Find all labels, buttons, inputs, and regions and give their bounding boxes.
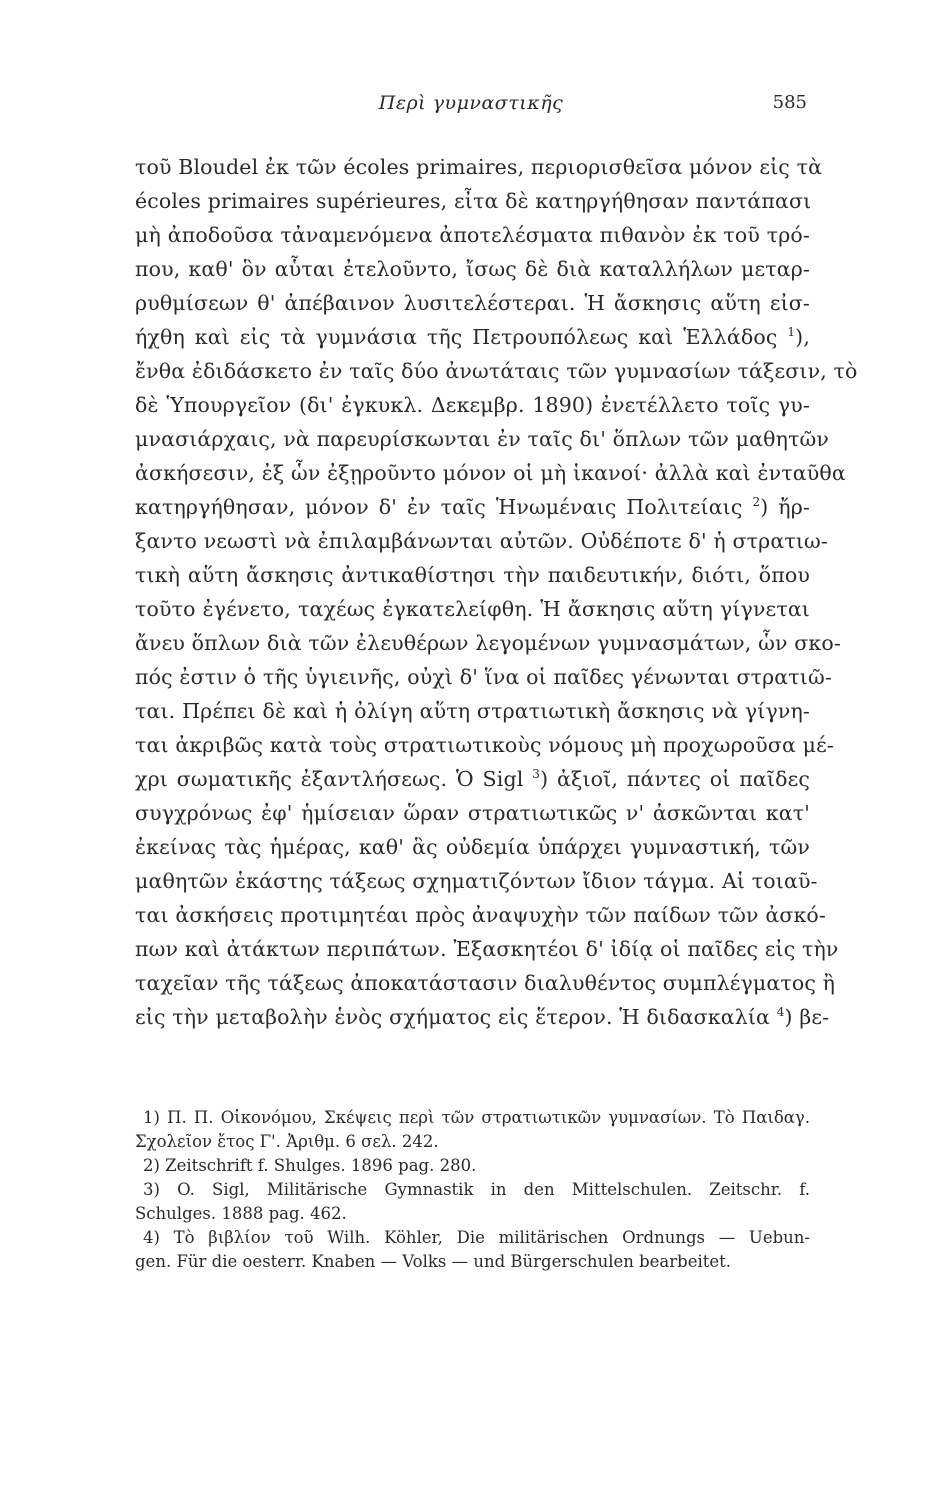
text-line: ἔνθα ἐδιδάσκετο ἐν ταῖς δύο ἀνωτάταις τῶν γυμνασίων τάξεσιν, τὸ [135,359,858,383]
text-line: ταχεῖαν τῆς τάξεως ἀποκατάστασιν διαλυθέντος συμπλέγματος ἢ [135,971,836,995]
text-line: μαθητῶν ἑκάστης τάξεως σχηματιζόντων ἴδιον τάγμα. Αἱ τοιαῦ- [135,869,818,893]
footnote-1: 1) Π. Π. Οἰκονόμου, Σκέψεις περὶ τῶν στρατιωτικῶν γυμνασίων. Τὸ Παιδαγ. [143,1108,810,1127]
text-line-part: ήχθη καὶ εἰς τὰ γυμνάσια τῆς Πετρουπόλεως καὶ Ἑλλάδος [135,325,778,349]
footnote-ref-1: 1 [787,325,796,339]
footnote-3-cont: Schulges. 1888 pag. 462. [135,1204,347,1223]
text-line: ἄνευ ὅπλων διὰ τῶν ἐλευθέρων λεγομένων γυμνασμάτων, ὧν σκο- [135,631,841,655]
footnote-2: 2) Zeitschrift f. Shulges. 1896 pag. 280. [143,1156,477,1175]
text-line: δὲ Ὑπουργεῖον (δι' ἐγκυκλ. Δεκεμβρ. 1890) ἐνετέλλετο τοῖς γυ- [135,393,810,417]
text-line: ἐκείνας τὰς ἡμέρας, καθ' ἃς οὐδεμία ὑπάρχει γυμναστική, τῶν [135,835,810,859]
page-number: 585 [772,92,807,113]
text-line: ἀσκήσεσιν, ἐξ ὧν ἐξῃροῦντο μόνον οἱ μὴ ἱκανοί· ἀλλὰ καὶ ἐνταῦθα [135,461,846,485]
page-header [135,92,807,122]
footnotes [135,1106,810,1274]
footnote-ref-4: 4 [776,1005,785,1019]
footnote-1-cont: Σχολεῖον ἔτος Γ'. Ἀριθμ. 6 σελ. 242. [135,1132,439,1151]
text-line-tail: ) ἤρ- [760,495,811,519]
text-line: ται ἀκριβῶς κατὰ τοὺς στρατιωτικοὺς νόμους μὴ προχωροῦσα μέ- [135,733,835,757]
text-line: που, καθ' ὃν αὗται ἐτελοῦντο, ἴσως δὲ διὰ καταλλήλων μεταρ- [135,257,810,281]
text-line-tail: ), [795,325,810,349]
main-text [135,150,858,1034]
footnote-4-cont: gen. Für die oesterr. Knaben — Volks — und Bürgerschulen bearbeitet. [135,1252,732,1271]
text-line: écoles primaires supérieures, εἶτα δὲ κατηργήθησαν παντάπασι [135,189,812,213]
text-line-tail: ) βε- [784,1005,830,1029]
text-line: τικὴ αὕτη ἄσκησις ἀντικαθίστησι τὴν παιδευτικήν, διότι, ὅπου [135,563,810,587]
text-line: συγχρόνως ἐφ' ἡμίσειαν ὥραν στρατιωτικῶς ν' ἀσκῶνται κατ' [135,801,810,825]
text-line-part: χρι σωματικῆς ἐξαντλήσεως. Ὁ Sigl [135,767,524,791]
text-line-part: εἰς τὴν μεταβολὴν ἑνὸς σχήματος εἰς ἕτερον. Ἡ διδασκαλία [135,1005,771,1029]
text-line [135,762,810,796]
footnote-4: 4) Τὸ βιβλίον τοῦ Wilh. Köhler, Die militärischen Ordnungs — Uebun- [143,1228,810,1247]
running-title: Περὶ γυμναστικῆς [378,92,564,114]
text-line [135,1000,830,1034]
text-line: τοῦ Bloudel ἐκ τῶν écoles primaires, περιορισθεῖσα μόνον εἰς τὰ [135,155,823,179]
text-line: μὴ ἀποδοῦσα τἀναμενόμενα ἀποτελέσματα πιθανὸν ἐκ τοῦ τρό- [135,223,810,247]
text-line [135,490,810,524]
text-line: τοῦτο ἐγένετο, ταχέως ἐγκατελείφθη. Ἡ ἄσκησις αὕτη γίγνεται [135,597,810,621]
footnote-ref-3: 3 [532,767,541,781]
text-line: πός ἐστιν ὁ τῆς ὑγιεινῆς, οὐχὶ δ' ἵνα οἱ παῖδες γένωνται στρατιῶ- [135,665,832,689]
text-line [135,320,810,354]
text-line-part: κατηργήθησαν, μόνον δ' ἐν ταῖς Ἡνωμέναις Πολιτείαις [135,495,743,519]
text-line: ρυθμίσεων θ' ἀπέβαινον λυσιτελέστεραι. Ἡ ἄσκησις αὕτη εἰσ- [135,291,810,315]
footnote-3: 3) O. Sigl, Militärische Gymnastik in den Mittelschulen. Zeitschr. f. [143,1180,810,1199]
text-line: ται. Πρέπει δὲ καὶ ἡ ὀλίγη αὕτη στρατιωτικὴ ἄσκησις νὰ γίγνη- [135,699,810,723]
text-line: πων καὶ ἀτάκτων περιπάτων. Ἐξασκητέοι δ' ἰδίᾳ οἱ παῖδες εἰς τὴν [135,937,839,961]
text-line-tail: ) ἀξιοῖ, πάντες οἱ παῖδες [540,767,811,791]
footnote-ref-2: 2 [752,495,761,509]
text-line: μνασιάρχαις, νὰ παρευρίσκωνται ἐν ταῖς δι' ὅπλων τῶν μαθητῶν [135,427,830,451]
text-line: ξαντο νεωστὶ νὰ ἐπιλαμβάνωνται αὐτῶν. Οὐδέποτε δ' ἡ στρατιω- [135,529,828,553]
text-line: ται ἀσκήσεις προτιμητέαι πρὸς ἀναψυχὴν τῶν παίδων τῶν ἀσκό- [135,903,826,927]
